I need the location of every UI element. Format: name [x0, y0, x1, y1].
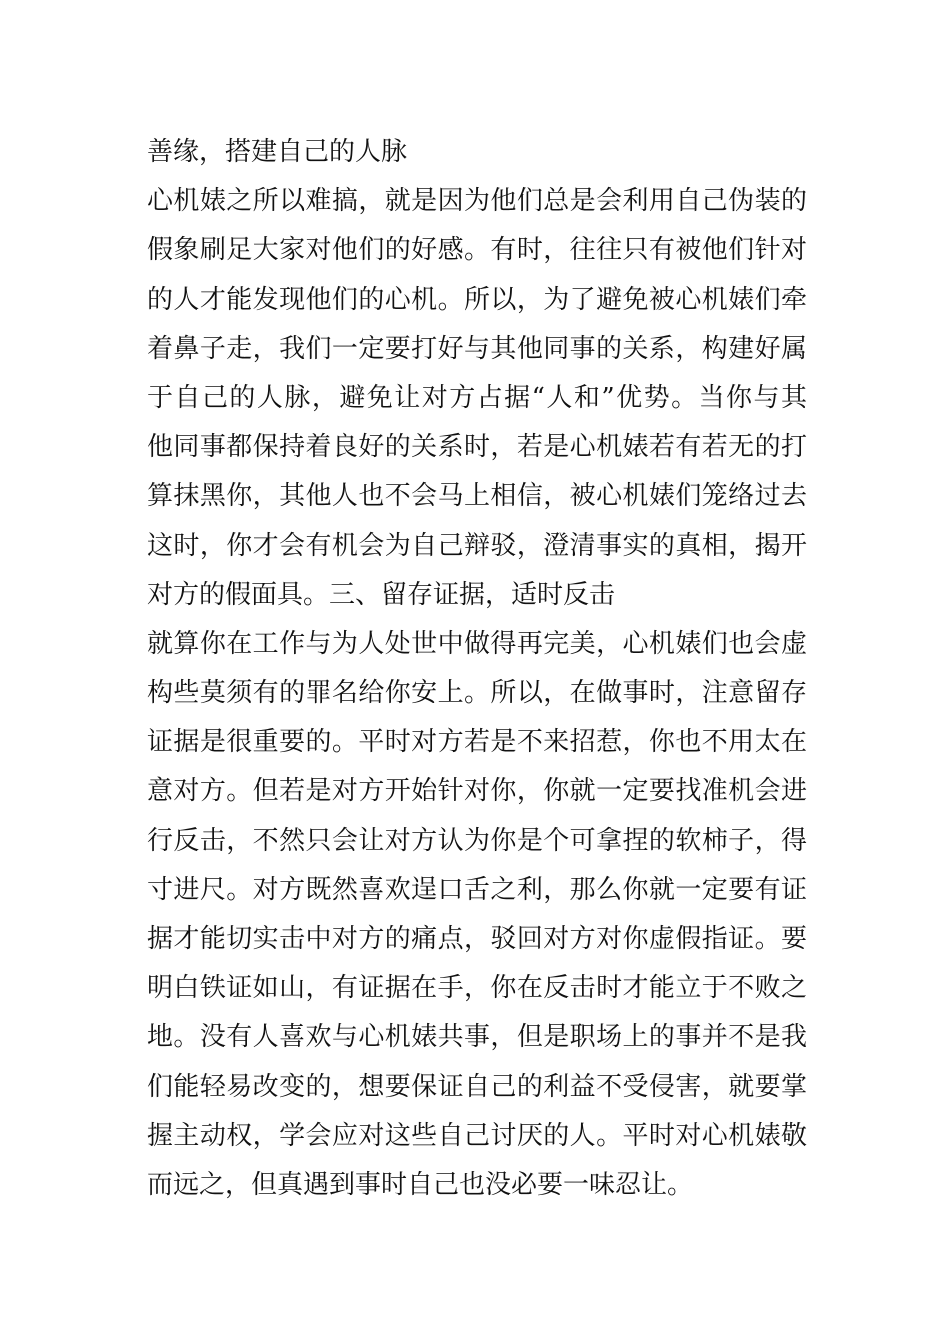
text-line: 这时，你才会有机会为自己辩驳，澄清事实的真相，揭开: [147, 530, 807, 561]
text-line: 算抹黑你，其他人也不会马上相信，被心机婊们笼络过去: [147, 481, 807, 512]
text-line: 明白铁证如山，有证据在手，你在反击时才能立于不败之: [147, 973, 807, 1004]
text-line: 行反击，不然只会让对方认为你是个可拿捏的软柿子，得: [147, 825, 807, 856]
text-line: 据才能切实击中对方的痛点，驳回对方对你虚假指证。要: [147, 924, 807, 954]
text-line: 们能轻易改变的，想要保证自己的利益不受侵害，就要掌: [147, 1071, 807, 1102]
text-line: 证据是很重要的。平时对方若是不来招惹，你也不用太在: [147, 727, 807, 758]
text-line: 而远之，但真遇到事时自己也没必要一味忍让。: [147, 1169, 694, 1200]
text-line: 构些莫须有的罪名给你安上。所以，在做事时，注意留存: [147, 678, 807, 709]
text-line: 心机婊之所以难搞，就是因为他们总是会利用自己伪装的: [147, 186, 807, 217]
text-line: 寸进尺。对方既然喜欢逞口舌之利，那么你就一定要有证: [147, 874, 807, 905]
text-line: 意对方。但若是对方开始针对你，你就一定要找准机会进: [147, 776, 807, 807]
text-line: 着鼻子走，我们一定要打好与其他同事的关系，构建好属: [147, 333, 807, 364]
text-line: 握主动权，学会应对这些自己讨厌的人。平时对心机婊敬: [147, 1120, 807, 1151]
article-body: [147, 128, 807, 1210]
text-line: 就算你在工作与为人处世中做得再完美，心机婊们也会虚: [147, 628, 807, 659]
text-line: 地。没有人喜欢与心机婊共事，但是职场上的事并不是我: [147, 1022, 807, 1053]
text-line: 他同事都保持着良好的关系时，若是心机婊若有若无的打: [147, 432, 807, 463]
text-line: 善缘，搭建自己的人脉: [147, 137, 408, 167]
text-line: 对方的假面具。三、留存证据，适时反击: [147, 579, 616, 610]
text-line: 于自己的人脉，避免让对方占据“人和”优势。当你与其: [147, 382, 807, 413]
text-line: 的人才能发现他们的心机。所以，为了避免被心机婊们牵: [147, 284, 807, 315]
text-line: 假象刷足大家对他们的好感。有时，往往只有被他们针对: [147, 235, 807, 266]
